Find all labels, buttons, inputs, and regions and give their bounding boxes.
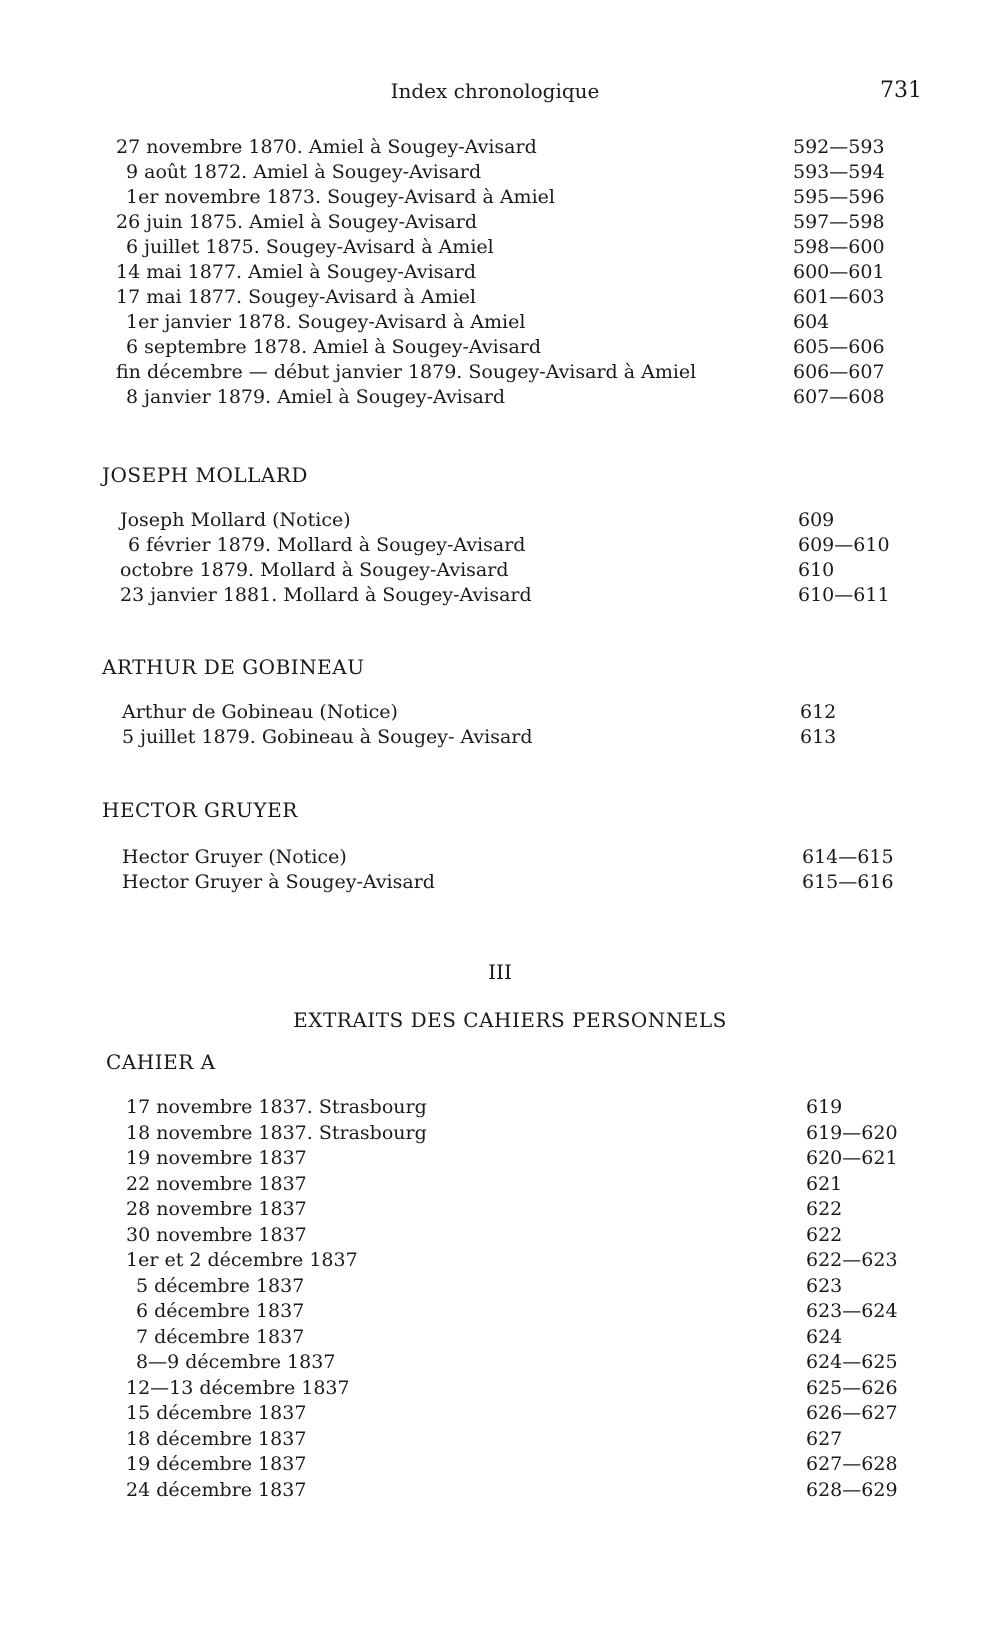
entry-pages: 610—611 <box>798 584 890 606</box>
correspondence-list-mollard <box>120 508 920 608</box>
entry-pages: 619—620 <box>806 1121 898 1144</box>
entry-label: 8—9 décembre 1837 <box>136 1351 336 1373</box>
entry-pages: 604 <box>793 311 830 333</box>
entry-pages: 600—601 <box>793 261 885 283</box>
entry-pages: 621 <box>806 1172 843 1195</box>
entry-label: 15 décembre 1837 <box>126 1402 307 1424</box>
entry-label: 14 mai 1877. Amiel à Sougey-Avisard <box>116 261 476 283</box>
section-heading-mollard: JOSEPH MOLLARD <box>102 463 308 487</box>
entry-label: 19 décembre 1837 <box>126 1453 307 1475</box>
entry-label: 17 novembre 1837. Strasbourg <box>126 1096 427 1118</box>
index-entry <box>126 1299 926 1325</box>
index-entry <box>116 235 916 260</box>
index-entry <box>126 1452 926 1478</box>
entry-label: 27 novembre 1870. Amiel à Sougey-Avisard <box>116 136 537 158</box>
index-entry <box>116 185 916 210</box>
index-entry <box>116 335 916 360</box>
index-entry <box>120 533 920 558</box>
entry-pages: 606—607 <box>793 361 885 383</box>
entry-pages: 623—624 <box>806 1300 898 1322</box>
entry-label: Hector Gruyer à Sougey-Avisard <box>122 871 435 893</box>
entry-pages: 609—610 <box>798 534 890 556</box>
index-entry <box>126 1223 926 1249</box>
index-entry <box>122 725 922 750</box>
entry-label: 6 septembre 1878. Amiel à Sougey-Avisard <box>126 336 542 358</box>
entry-label: 28 novembre 1837 <box>126 1198 307 1220</box>
index-entry <box>126 1274 926 1300</box>
entry-pages: 597—598 <box>793 211 885 233</box>
entry-pages: 605—606 <box>793 336 885 358</box>
entry-pages: 595—596 <box>793 186 885 208</box>
page-number: 731 <box>880 78 922 103</box>
entry-pages: 628—629 <box>806 1478 898 1501</box>
index-entry <box>126 1401 926 1427</box>
entry-label: 6 juillet 1875. Sougey-Avisard à Amiel <box>126 236 494 258</box>
entry-label: 22 novembre 1837 <box>126 1172 307 1195</box>
entry-label: 19 novembre 1837 <box>126 1147 307 1169</box>
entry-label: 18 décembre 1837 <box>126 1427 307 1450</box>
correspondence-list-amiel <box>116 135 916 410</box>
index-entry <box>116 385 916 410</box>
entry-label: 23 janvier 1881. Mollard à Sougey-Avisard <box>120 584 532 606</box>
running-header-title: Index chronologique <box>390 79 600 103</box>
index-entry <box>122 700 922 725</box>
index-entry <box>126 1146 926 1172</box>
entry-label: octobre 1879. Mollard à Sougey-Avisard <box>120 559 509 581</box>
entry-pages: 624—625 <box>806 1351 898 1373</box>
index-entry <box>116 210 916 235</box>
entry-label: Arthur de Gobineau (Notice) <box>122 701 398 723</box>
index-entry <box>116 160 916 185</box>
entry-label: 1er et 2 décembre 1837 <box>126 1249 358 1271</box>
entry-pages: 622—623 <box>806 1249 898 1271</box>
index-entry <box>126 1427 926 1453</box>
entry-label: 6 décembre 1837 <box>136 1300 305 1322</box>
index-entry <box>120 508 920 533</box>
entry-label: 5 juillet 1879. Gobineau à Sougey- Avisard <box>122 726 533 748</box>
entry-pages: 609 <box>798 509 835 531</box>
entry-pages: 593—594 <box>793 161 885 183</box>
section-heading-gobineau: ARTHUR DE GOBINEAU <box>102 655 365 679</box>
entry-label: 12—13 décembre 1837 <box>126 1376 350 1399</box>
index-entry <box>120 583 920 608</box>
index-entry <box>126 1172 926 1198</box>
entry-pages: 612 <box>800 701 837 723</box>
correspondence-list-gobineau <box>122 700 922 750</box>
entry-pages: 625—626 <box>806 1376 898 1399</box>
entry-pages: 613 <box>800 726 837 748</box>
entry-label: 18 novembre 1837. Strasbourg <box>126 1121 427 1144</box>
index-entry <box>122 870 922 895</box>
section-heading-gruyer: HECTOR GRUYER <box>102 798 298 822</box>
entry-pages: 627 <box>806 1427 843 1450</box>
index-entry <box>126 1478 926 1504</box>
entry-pages: 601—603 <box>793 286 885 308</box>
entry-label: fin décembre — début janvier 1879. Sougey-Avisard à Amiel <box>116 361 697 383</box>
entry-label: 8 janvier 1879. Amiel à Sougey-Avisard <box>126 386 506 408</box>
entry-pages: 622 <box>806 1198 843 1220</box>
entry-pages: 626—627 <box>806 1402 898 1424</box>
part-title: EXTRAITS DES CAHIERS PERSONNELS <box>293 1008 727 1032</box>
index-entry <box>126 1350 926 1376</box>
index-entry <box>120 558 920 583</box>
journal-list-cahier-a <box>126 1095 926 1503</box>
index-entry <box>116 285 916 310</box>
entry-label: Joseph Mollard (Notice) <box>120 509 351 531</box>
entry-pages: 624 <box>806 1325 843 1348</box>
index-entry <box>126 1197 926 1223</box>
index-entry <box>116 260 916 285</box>
entry-pages: 607—608 <box>793 386 885 408</box>
entry-label: 7 décembre 1837 <box>136 1325 305 1348</box>
entry-label: 24 décembre 1837 <box>126 1478 307 1501</box>
entry-label: 6 février 1879. Mollard à Sougey-Avisard <box>128 534 526 556</box>
entry-pages: 627—628 <box>806 1453 898 1475</box>
index-entry <box>126 1248 926 1274</box>
entry-label: 17 mai 1877. Sougey-Avisard à Amiel <box>116 286 476 308</box>
entry-pages: 619 <box>806 1096 843 1118</box>
entry-label: 1er janvier 1878. Sougey-Avisard à Amiel <box>126 311 526 333</box>
index-entry <box>122 845 922 870</box>
index-entry <box>126 1376 926 1402</box>
entry-label: 9 août 1872. Amiel à Sougey-Avisard <box>126 161 482 183</box>
index-entry <box>116 360 916 385</box>
entry-pages: 598—600 <box>793 236 885 258</box>
entry-pages: 592—593 <box>793 136 885 158</box>
entry-pages: 615—616 <box>802 871 894 893</box>
entry-label: 26 juin 1875. Amiel à Sougey-Avisard <box>116 211 478 233</box>
entry-pages: 620—621 <box>806 1147 898 1169</box>
entry-label: 5 décembre 1837 <box>136 1274 305 1297</box>
index-entry <box>116 135 916 160</box>
entry-label: 30 novembre 1837 <box>126 1223 307 1246</box>
entry-pages: 622 <box>806 1223 843 1246</box>
index-entry <box>126 1095 926 1121</box>
entry-label: Hector Gruyer (Notice) <box>122 846 347 868</box>
section-heading-cahier-a: CAHIER A <box>106 1050 216 1074</box>
entry-pages: 623 <box>806 1274 843 1297</box>
index-entry <box>126 1121 926 1147</box>
entry-pages: 610 <box>798 559 835 581</box>
index-entry <box>126 1325 926 1351</box>
entry-pages: 614—615 <box>802 846 894 868</box>
correspondence-list-gruyer <box>122 845 922 895</box>
part-numeral: III <box>488 960 512 984</box>
entry-label: 1er novembre 1873. Sougey-Avisard à Amiel <box>126 186 555 208</box>
index-entry <box>116 310 916 335</box>
